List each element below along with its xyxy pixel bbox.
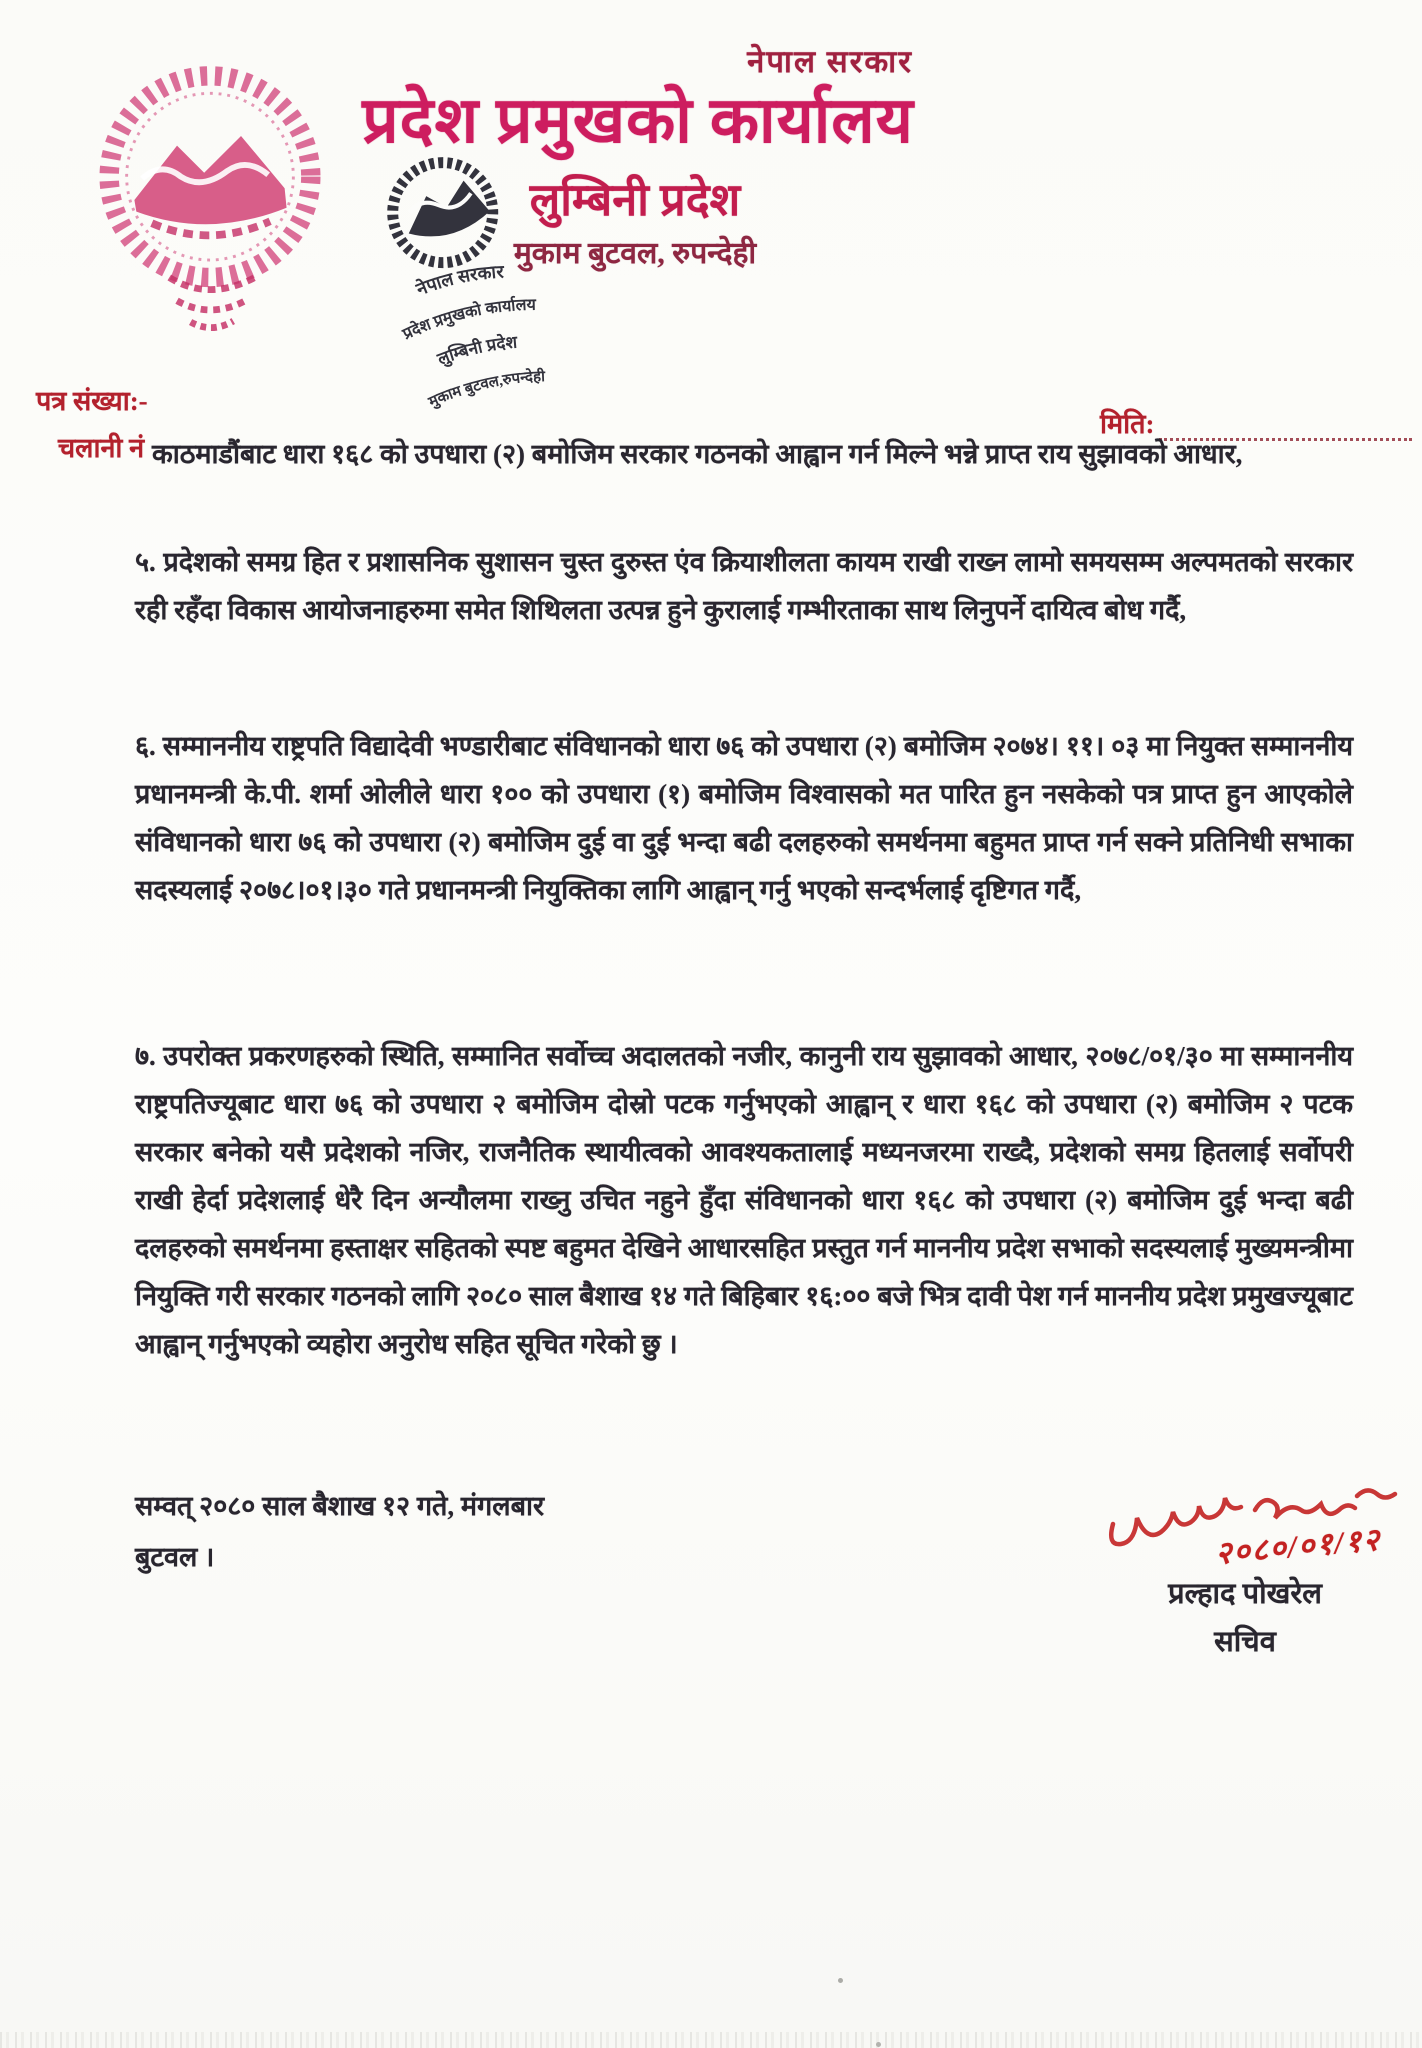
stamp-line-address: मुकाम बुटवल,रुपन्देही (426, 369, 546, 411)
svg-text:लुम्बिनी प्रदेश (433, 327, 522, 372)
office-title: प्रदेश प्रमुखको कार्यालय (362, 85, 914, 156)
signatory-name: प्रल्हाद पोखरेल (1168, 1578, 1322, 1610)
government-line: नेपाल सरकार (747, 44, 913, 79)
paragraph-6: ६. सम्माननीय राष्ट्रपति विद्यादेवी भण्डारीबाट संविधानको धारा ७६ को उपधारा (२) बमोजिम २०७४। ११। ०३ मा नियुक्त सम्माननीय प्रधानमन्त्री के.पी. शर्मा ओलीले धारा १०० को उपधारा (१) बमोजिम विश्वासको मत पारित हुन नसकेको पत्र प्राप्त हुन आएकोले संविधानको धारा ७६ को उपधारा (२) बमोजिम दुई वा दुई भन्दा बढी दलहरुको समर्थनमा बहुमत प्राप्त गर्न सक्ने प्रतिनिधी सभाका सदस्यलाई २०७८।०१।३० गते प्रधानमन्त्री नियुक्तिका लागि आह्वान् गर्नु भएको सन्दर्भलाई दृष्टिगत गर्दै, (135, 731, 1353, 905)
closing-place-line: बुटवल । (135, 1542, 215, 1572)
closing-date-line: सम्वत् २०८० साल बैशाख १२ गते, मंगलबार (135, 1491, 545, 1521)
stamp-line-province: लुम्बिनी प्रदेश (434, 332, 518, 369)
svg-text:प्रदेश प्रमुखको कार्यालय (397, 286, 540, 347)
paragraph-4-continuation: काठमाडौंबाट धारा १६८ को उपधारा (२) बमोजिम सरकार गठनको आह्वान गर्न मिल्ने भन्ने प्राप्त राय सुझावको आधार, (152, 439, 1243, 469)
stamp-line-government: नेपाल सरकार (413, 261, 505, 300)
date-label: मिति: (1100, 409, 1155, 439)
dispatch-number-label: चलानी नं (58, 433, 145, 463)
scan-speck (838, 1978, 843, 1983)
paragraph-5: ५. प्रदेशको समग्र हित र प्रशासनिक सुशासन चुस्त दुरुस्त एंव क्रियाशीलता कायम राखी राख्न लामो समयसम्म अल्पमतको सरकार रही रहँदा विकास आयोजनाहरुमा समेत शिथिलता उत्पन्न हुने कुरालाई गम्भीरताका साथ लिनुपर्ने दायित्व बोध गर्दै, (135, 547, 1353, 625)
ref-number-label: पत्र संख्या:- (36, 386, 148, 416)
signature-date: २०८०/०१/१२ (1213, 1521, 1383, 1571)
address-line: मुकाम बुटवल, रुपन्देही (513, 237, 757, 270)
paragraph-7: ७. उपरोक्त प्रकरणहरुको स्थिति, सम्मानित सर्वोच्च अदालतको नजीर, कानुनी राय सुझावको आधार, २०७८/०१/३० मा सम्माननीय राष्ट्रपतिज्यूबाट धारा ७६ को उपधारा २ बमोजिम दोस्रो पटक गर्नुभएको आह्वान् र धारा १६८ को उपधारा (२) बमोजिम २ पटक सरकार बनेको यसै प्रदेशको नजिर, राजनैतिक स्थायीत्वको आवश्यकतालाई मध्यनजरमा राख्दै, प्रदेशको समग्र हितलाई सर्वोपरी राखी हेर्दा प्रदेशलाई धेरै दिन अन्यौलमा राख्नु उचित नहुने हुँदा संविधानको धारा १६८ को उपधारा (२) बमोजिम दुई भन्दा बढी दलहरुको समर्थनमा हस्ताक्षर सहितको स्पष्ट बहुमत देखिने आधारसहित प्रस्तुत गर्न माननीय प्रदेश सभाको सदस्यलाई मुख्यमन्त्रीमा नियुक्ति गरी सरकार गठनको लागि २०८० साल बैशाख १४ गते बिहिबार १६:०० बजे भित्र दावी पेश गर्न माननीय प्रदेश प्रमुखज्यूबाट आह्वान् गर्नुभएको व्यहोरा अनुरोध सहित सूचित गरेको छु । (135, 1041, 1353, 1359)
scanner-artifact-strip (0, 2032, 1422, 2048)
stamp-line-office: प्रदेश प्रमुखको कार्यालय (400, 296, 537, 344)
province-line: लुम्बिनी प्रदेश (529, 175, 741, 225)
signatory-title: सचिव (1214, 1626, 1276, 1658)
svg-text:मुकाम बुटवल,रुपन्देही (424, 361, 550, 414)
